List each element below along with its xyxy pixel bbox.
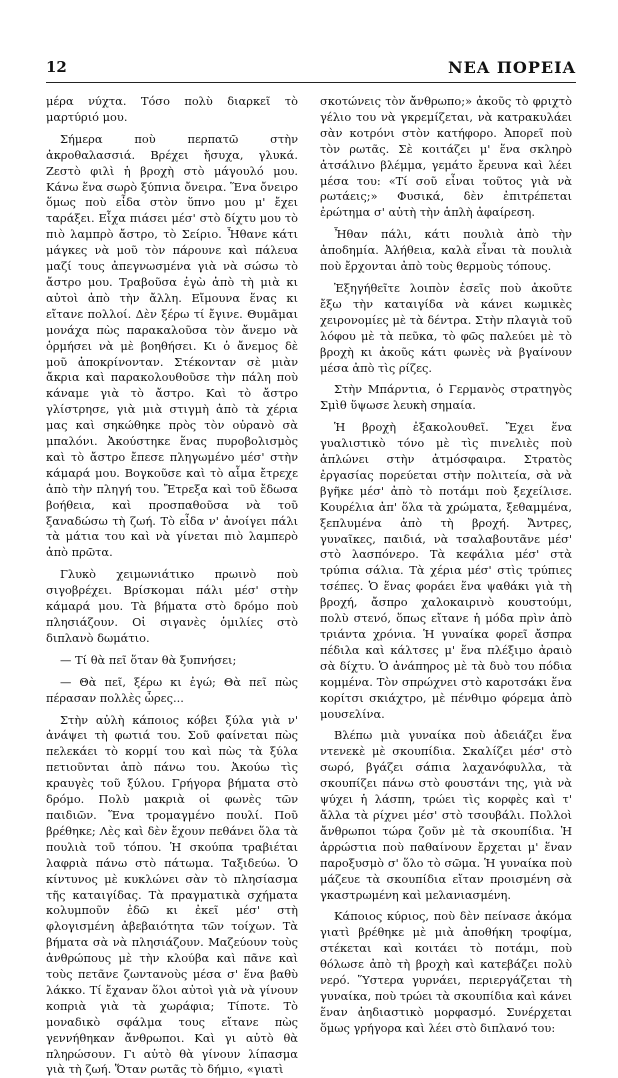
paragraph: Βλέπω μιὰ γυναίκα ποὺ ἀδειάζει ἕνα ντενεκὲ μὲ σκουπίδια. Σκαλίζει μέσ' στὸ σωρό, βγάζει σάπια λαχανόφυλλα, τὰ σκουπίζει πάνω στὸ φουστάνι της, γιὰ νὰ ψύχει ἡ λάσπη, τρώει τὶς κορφὲς καὶ τ' ἄλλα τὰ ρίχνει μέσ' στὸ τσουβάλι. Πολλοὶ ἄνθρωποι τώρα ζοῦν μὲ τὰ σκουπίδια. Ἡ ἀρρώστια ποὺ παθαίνουν ἔρχεται μ' ἕναν παροξυσμὸ σ' ὅλο τὸ σῶμα. Ἡ γυναίκα ποὺ μάζευε τὰ σκουπίδια εἴταν προισμένη σὰ γκαστρωμένη καὶ μελανιασμένη. (320, 728, 572, 902)
page-number: 12 (46, 58, 67, 76)
paragraph: Ἡ βροχὴ ἐξακολουθεῖ. Ἔχει ἕνα γυαλιστικὸ τόνο μὲ τὶς πινελιὲς ποὺ ἁπλώνει στὴν ἀτμόσφαιρα. Στρατὸς ἐργασίας πορεύεται στὴν πολιτεία, σὰ νὰ βγῆκε μέσ' ἀπὸ τὸ ποτάμι ποὺ ξεχείλισε. Κουρέλια ἀπ' ὅλα τὰ χρώματα, ξεθαμμένα, ξεπλυμένα ἀπὸ τὴ βροχή. Ἄντρες, γυναῖκες, παιδιά, νὰ τσαλαβουτᾶνε μέσ' στὸ λασπόνερο. Τὰ κεφάλια μέσ' στὰ τρύπια σάλια. Τὰ χέρια μέσ' στὶς τρύπιες τσέπες. Ὁ ἕνας φοράει ἕνα ψαθάκι γιὰ τὴ βροχή, ἄσπρο χαλοκαιρινὸ κουστούμι, πολὺ στενό, ὅπως εἴτανε ἡ μόδα πρὶν ἀπὸ τριάντα χρόνια. Ἡ γυναίκα φορεῖ ἄσπρα πέδιλα καὶ κάλτσες μ' ἕνα πλέξιμο ἀραιὸ σὰ δίχτυ. Ὁ ἀνάπηρος μὲ τὰ δυὸ του πόδια κομμένα. Τὸν σπρώχνει στὸ καροτσάκι ἕνα κορίτσι σκιάχτρο, μὲ πένθιμο φόρεμα ἀπὸ μουσελίνα. (320, 420, 572, 721)
paragraph: Σήμερα ποὺ περπατῶ στὴν ἀκροθαλασσιά. Βρέχει ἤσυχα, γλυκά. Ζεστὸ φιλὶ ἡ βροχὴ στὸ μάγουλό μου. Κάνω ἕνα σωρὸ ξύπνια ὄνειρα. Ἕνα ὄνειρο ὅμως ποὺ εἶδα στὸν ὕπνο μου μ' ἔχει ταράξει. Εἶχα πιάσει μέσ' στὸ δίχτυ μου τὸ πιὸ λαμπρὸ ἄστρο, τὸ Σείριο. Ἦθανε κάτι μάγκες νὰ μοῦ τὸν πάρουνε καὶ πάλευα μαζί τους ἀπεγνωσμένα γιὰ νὰ σώσω τὸ ἄστρο μου. Τραβοῦσα ἐγὼ ἀπὸ τὴ μιὰ κι αὐτοὶ ἀπὸ τὴν ἄλλη. Εἴμουνα ἕνας κι εἴτανε πολλοί. Δὲν ξέρω τί ἔγινε. Θυμᾶμαι μονάχα πὼς παρακαλοῦσα τὸν ἄνεμο νὰ ὁρμήσει νὰ μὲ βοηθήσει. Κι ὁ ἄνεμος δὲ μοῦ ἀποκρίνονταν. Στέκονταν σὲ μιὰν ἄκρια καὶ παρακολουθοῦσε τὴν πάλη ποὺ κάναμε γιὰ τὸ ἄστρο. Καὶ τὸ ἄστρο γλίστρησε, γιὰ μιὰ στιγμὴ ἀπὸ τὰ χέρια μας καὶ σηκώθηκε πρὸς τὸν οὐρανὸ σὰ μπαλόνι. Ἀκούστηκε ἕνας πυροβολισμὸς καὶ τὸ ἄστρο ἔπεσε πληγωμένο μέσ' στὴν κάμαρά μου. Βογκοῦσε καὶ τὸ αἷμα ἔτρεχε ἀπὸ τὴν πληγή του. Ἔτρεξα καὶ τοῦ ἔδωσα βοήθεια, καὶ προσπαθοῦσα νὰ τοῦ ξαναδώσω τὴ ζωή. Τὸ εἶδα ν' ἀνοίγει πάλι τὰ μάτια του καὶ νὰ γίνεται πιὸ λαμπερὸ ἀπὸ πρῶτα. (46, 131, 298, 560)
right-column (320, 94, 572, 1035)
paragraph: Κάποιος κύριος, ποὺ δὲν πείνασε ἀκόμα γιατὶ βρέθηκε μὲ μιὰ ἀποθήκη τροφίμα, στέκεται καὶ κοιτάει τὸ ποτάμι, ποὺ θόλωσε ἀπὸ τὴ βροχὴ καὶ κατεβάζει πολὺ νερό. Ὕστερα γυρνάει, περιεργάζεται τὴ γυναίκα, ποὺ τρώει τὰ σκουπίδια καὶ κάνει ἕναν ἀηδιαστικὸ μορφασμό. Συνέρχεται ὅμως γρήγορα καὶ λέει στὸ διπλανό του: (320, 909, 572, 1035)
left-column (46, 94, 298, 1077)
paragraph: σκοτώνεις τὸν ἄνθρωπο;» ἀκοῦς τὸ φριχτὸ γέλιο του νὰ γκρεμίζεται, νὰ κατρακυλάει σὰν κοτρόνι στὸν κατήφορο. Ἀπορεῖ ποὺ τὸν ρωτᾶς. Σὲ κοιτάζει μ' ἕνα σκληρὸ ἀτσάλινο βλέμμα, γεμάτο ἔρευνα καὶ λέει μέσα του: «Τί σοῦ εἶναι τοῦτος γιὰ νὰ ρωτάεις;» Φυσικά, δὲν ἐπιτρέπεται ἐρώτημα σ' αὐτὴ τὴν ἁπλὴ ἀφαίρεση. (320, 94, 572, 220)
paragraph: Στὴν αὐλὴ κάποιος κόβει ξύλα γιὰ ν' ἀνάψει τὴ φωτιά του. Σοῦ φαίνεται πὼς πελεκάει τὸ κορμί του καὶ πὼς τὰ ξύλα πετιοῦνται ἀπὸ πάνω του. Ἀκούω τὶς κραυγὲς τοῦ ξύλου. Γρήγορα βήματα στὸ δρόμο. Πολὺ μακριὰ οἱ φωνὲς τῶν παιδιῶν. Ἕνα τρομαγμένο πουλί. Ποῦ βρέθηκε; Λὲς καὶ δὲν ἔχουν πεθάνει ὅλα τὰ πουλιὰ τοῦ τόπου. Ἡ σκούπα τραβιέται λαφριὰ πάνω στὸ πάτωμα. Ταξιδεύω. Ὁ κίντυνος μὲ κυκλώνει σὰν τὸ πλησίασμα τῆς καταιγίδας. Τὰ πραγματικὰ σχήματα κολυμποῦν ἐδῶ κι ἐκεῖ μέσ' στὴ φλογισμένη ἀβεβαιότητα τῶν τοίχων. Τὰ βήματα σὰ νὰ πλησιάζουν. Μαζεύουν τοὺς ἀνθρώπους μὲ τὴν κλούβα καὶ πᾶνε καὶ τοὺς πετᾶνε ζωντανοὺς μέσα σ' ἕνα βαθὺ λάκκο. Τί ἔχαναν ὅλοι αὐτοὶ γιὰ νὰ γίνουν κοπριὰ γιὰ τὰ χωράφια; Τίποτε. Τὸ μοναδικὸ σφάλμα τους εἴτανε πὼς γεννήθηκαν ἄνθρωποι. Καὶ γι αὐτὸ θὰ πληρώσουν. Γι αὐτὸ θὰ γίνουν λίπασμα γιὰ τὴ ζωή. Ὅταν ρωτᾶς τὸ δήμιο, «γιατὶ (46, 712, 298, 1077)
paragraph: Στὴν Μπάρντια, ὁ Γερμανὸς στρατηγὸς Σμὶθ ὕψωσε λευκὴ σημαία. (320, 382, 572, 413)
header-rule (46, 82, 576, 83)
dialogue-line: — Τί θὰ πεῖ ὅταν θὰ ξυπνήσει; (60, 652, 237, 667)
paragraph: Ἦθαν πάλι, κάτι πουλιὰ ἀπὸ τὴν ἀποδημία. Ἀλήθεια, καλὰ εἶναι τὰ πουλιὰ ποὺ ἔρχονται ἀπὸ τοὺς θερμοὺς τόπους. (320, 227, 572, 274)
page-header (46, 58, 576, 82)
journal-title: ΝΕΑ ΠΟΡΕΙΑ (448, 58, 576, 77)
paragraph: Γλυκὸ χειμωνιάτικο πρωινὸ ποὺ σιγοβρέχει. Βρίσκομαι πάλι μέσ' στὴν κάμαρά μου. Τὰ βήματα στὸ δρόμο ποὺ πλησιάζουν. Οἱ σιγανὲς ὁμιλίες στὸ διπλανὸ δωμάτιο. (46, 567, 298, 645)
paragraph: μέρα νύχτα. Τόσο πολὺ διαρκεῖ τὸ μαρτύριό μου. (46, 94, 298, 124)
dialogue-line: — Θὰ πεῖ, ξέρω κι ἐγώ; Θὰ πεῖ πὼς πέρασαν πολλὲς ὧρες... (46, 674, 298, 705)
paragraph: Ἐξηγήθεῖτε λοιπὸν ἐσεῖς ποὺ ἀκοῦτε ἔξω τὴν καταιγίδα νὰ κάνει κωμικὲς χειρονομίες μὲ τὰ δέντρα. Στὴν πλαγιὰ τοῦ λόφου μὲ τὰ πεῦκα, τὸ φῶς παλεύει μὲ τὸ βροχὴ κι ἀκοῦς κάτι φωνὲς νὰ βγαίνουν μέσα ἀπὸ τὶς ρίζες. (320, 280, 572, 375)
